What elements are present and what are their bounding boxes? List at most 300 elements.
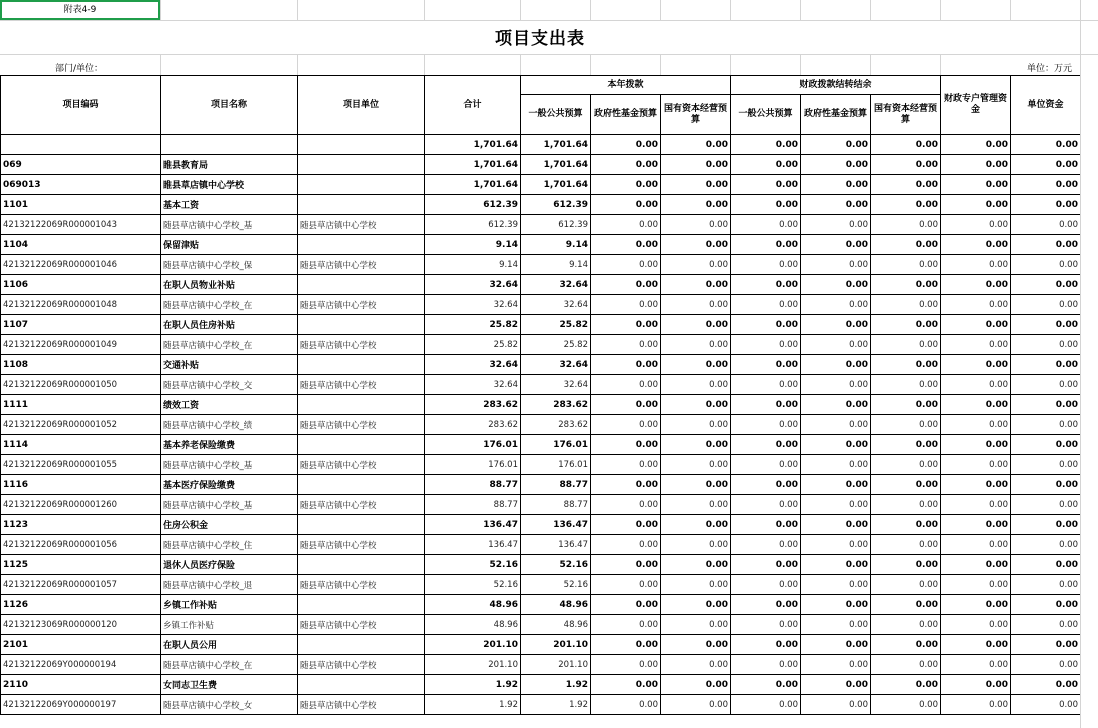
cell-code[interactable]: 42132122069Y000000194 xyxy=(1,655,161,675)
cell-amount[interactable]: 612.39 xyxy=(521,215,591,235)
cell-amount[interactable]: 0.00 xyxy=(731,695,801,715)
cell-amount[interactable]: 0.00 xyxy=(1011,495,1081,515)
cell-amount[interactable]: 0.00 xyxy=(801,375,871,395)
cell-amount[interactable]: 0.00 xyxy=(871,155,941,175)
cell-amount[interactable]: 0.00 xyxy=(941,435,1011,455)
cell-amount[interactable]: 0.00 xyxy=(591,695,661,715)
cell-name[interactable]: 随县草店镇中心学校_交 xyxy=(161,375,298,395)
cell-amount[interactable]: 0.00 xyxy=(871,375,941,395)
cell-amount[interactable]: 0.00 xyxy=(661,175,731,195)
cell-amount[interactable]: 176.01 xyxy=(521,435,591,455)
cell-name[interactable]: 退休人员医疗保险 xyxy=(161,555,298,575)
cell-amount[interactable]: 0.00 xyxy=(871,655,941,675)
cell-code[interactable]: 42132122069R000001046 xyxy=(1,255,161,275)
cell-amount[interactable]: 283.62 xyxy=(425,415,521,435)
cell-amount[interactable]: 1,701.64 xyxy=(521,135,591,155)
cell-name[interactable]: 在职人员住房补贴 xyxy=(161,315,298,335)
header-sub[interactable]: 国有资本经营预算 xyxy=(871,95,941,135)
cell-amount[interactable]: 0.00 xyxy=(1011,475,1081,495)
cell-amount[interactable]: 0.00 xyxy=(591,655,661,675)
cell-amount[interactable]: 201.10 xyxy=(425,635,521,655)
cell-amount[interactable]: 0.00 xyxy=(801,355,871,375)
cell-amount[interactable]: 32.64 xyxy=(521,355,591,375)
cell-amount[interactable]: 0.00 xyxy=(801,635,871,655)
cell-unit[interactable] xyxy=(298,475,425,495)
cell-name[interactable]: 在职人员物业补贴 xyxy=(161,275,298,295)
cell-amount[interactable]: 0.00 xyxy=(801,695,871,715)
cell-code[interactable]: 1107 xyxy=(1,315,161,335)
cell-amount[interactable]: 0.00 xyxy=(661,335,731,355)
cell-unit[interactable] xyxy=(298,175,425,195)
cell-amount[interactable]: 0.00 xyxy=(1011,155,1081,175)
cell-amount[interactable]: 0.00 xyxy=(661,235,731,255)
cell-amount[interactable]: 0.00 xyxy=(801,475,871,495)
cell-amount[interactable]: 0.00 xyxy=(661,635,731,655)
cell-amount[interactable]: 9.14 xyxy=(425,235,521,255)
cell-amount[interactable]: 0.00 xyxy=(591,355,661,375)
cell-amount[interactable]: 0.00 xyxy=(731,395,801,415)
cell-amount[interactable]: 0.00 xyxy=(801,235,871,255)
cell-amount[interactable]: 0.00 xyxy=(661,675,731,695)
header-name[interactable]: 项目名称 xyxy=(161,76,298,135)
cell-amount[interactable]: 136.47 xyxy=(425,535,521,555)
cell-amount[interactable]: 0.00 xyxy=(591,635,661,655)
cell-amount[interactable]: 0.00 xyxy=(591,475,661,495)
cell-amount[interactable]: 0.00 xyxy=(731,215,801,235)
cell-amount[interactable]: 25.82 xyxy=(521,315,591,335)
cell-amount[interactable]: 0.00 xyxy=(661,155,731,175)
cell-amount[interactable]: 0.00 xyxy=(801,495,871,515)
cell-amount[interactable]: 0.00 xyxy=(661,135,731,155)
cell-amount[interactable]: 52.16 xyxy=(425,555,521,575)
header-group-carry[interactable]: 财政拨款结转结余 xyxy=(731,76,941,95)
cell-amount[interactable]: 0.00 xyxy=(871,235,941,255)
cell-code[interactable]: 1108 xyxy=(1,355,161,375)
cell-amount[interactable]: 0.00 xyxy=(801,435,871,455)
cell-code[interactable]: 2101 xyxy=(1,635,161,655)
cell-amount[interactable]: 0.00 xyxy=(661,515,731,535)
cell-amount[interactable]: 0.00 xyxy=(941,555,1011,575)
cell-amount[interactable]: 0.00 xyxy=(661,295,731,315)
cell-amount[interactable]: 0.00 xyxy=(941,335,1011,355)
header-special[interactable]: 财政专户管理资金 xyxy=(941,76,1011,135)
cell-amount[interactable]: 52.16 xyxy=(521,555,591,575)
cell-amount[interactable]: 1.92 xyxy=(425,695,521,715)
cell-amount[interactable]: 0.00 xyxy=(941,655,1011,675)
cell-name[interactable]: 在职人员公用 xyxy=(161,635,298,655)
cell-amount[interactable]: 0.00 xyxy=(661,315,731,335)
cell-amount[interactable]: 0.00 xyxy=(591,175,661,195)
cell-amount[interactable]: 0.00 xyxy=(1011,595,1081,615)
cell-amount[interactable]: 0.00 xyxy=(661,695,731,715)
cell-amount[interactable]: 0.00 xyxy=(871,695,941,715)
cell-amount[interactable]: 0.00 xyxy=(1011,395,1081,415)
cell-amount[interactable]: 25.82 xyxy=(521,335,591,355)
cell-amount[interactable]: 9.14 xyxy=(521,235,591,255)
cell-amount[interactable]: 283.62 xyxy=(521,415,591,435)
cell-amount[interactable]: 0.00 xyxy=(731,535,801,555)
cell-name[interactable]: 保留津贴 xyxy=(161,235,298,255)
cell-amount[interactable]: 0.00 xyxy=(1011,255,1081,275)
cell-amount[interactable]: 0.00 xyxy=(1011,535,1081,555)
cell-amount[interactable]: 0.00 xyxy=(1011,275,1081,295)
cell-amount[interactable]: 0.00 xyxy=(871,135,941,155)
cell-amount[interactable]: 0.00 xyxy=(731,655,801,675)
cell-amount[interactable]: 0.00 xyxy=(801,155,871,175)
cell-amount[interactable]: 136.47 xyxy=(521,535,591,555)
cell-name[interactable]: 随县草店镇中心学校_在 xyxy=(161,655,298,675)
cell-amount[interactable]: 0.00 xyxy=(941,635,1011,655)
cell-amount[interactable]: 0.00 xyxy=(801,195,871,215)
cell-amount[interactable]: 88.77 xyxy=(521,495,591,515)
cell-unit[interactable]: 随县草店镇中心学校 xyxy=(298,695,425,715)
cell-amount[interactable]: 0.00 xyxy=(941,575,1011,595)
cell-amount[interactable]: 0.00 xyxy=(661,395,731,415)
cell-unit[interactable] xyxy=(298,235,425,255)
cell-unit[interactable]: 随县草店镇中心学校 xyxy=(298,535,425,555)
cell-amount[interactable]: 0.00 xyxy=(941,595,1011,615)
cell-amount[interactable]: 0.00 xyxy=(871,295,941,315)
cell-amount[interactable]: 88.77 xyxy=(425,475,521,495)
cell-name[interactable]: 随县草店镇中心学校_住 xyxy=(161,535,298,555)
cell-name[interactable]: 睢县草店镇中心学校 xyxy=(161,175,298,195)
cell-amount[interactable]: 0.00 xyxy=(871,535,941,555)
cell-unit[interactable]: 随县草店镇中心学校 xyxy=(298,495,425,515)
cell-code[interactable]: 42132122069Y000000197 xyxy=(1,695,161,715)
cell-amount[interactable]: 0.00 xyxy=(941,355,1011,375)
cell-amount[interactable]: 0.00 xyxy=(871,415,941,435)
cell-amount[interactable]: 0.00 xyxy=(801,415,871,435)
cell-amount[interactable]: 0.00 xyxy=(591,155,661,175)
cell-name[interactable]: 绩效工资 xyxy=(161,395,298,415)
cell-amount[interactable]: 0.00 xyxy=(731,415,801,435)
cell-code[interactable]: 42132122069R000001043 xyxy=(1,215,161,235)
cell-code[interactable]: 42132122069R000001050 xyxy=(1,375,161,395)
cell-amount[interactable]: 0.00 xyxy=(1011,295,1081,315)
cell-amount[interactable]: 0.00 xyxy=(871,635,941,655)
cell-amount[interactable]: 0.00 xyxy=(731,375,801,395)
cell-amount[interactable]: 0.00 xyxy=(591,255,661,275)
cell-amount[interactable]: 0.00 xyxy=(871,595,941,615)
cell-amount[interactable]: 0.00 xyxy=(871,335,941,355)
cell-amount[interactable]: 0.00 xyxy=(661,275,731,295)
cell-amount[interactable]: 0.00 xyxy=(591,415,661,435)
cell-name[interactable]: 基本养老保险缴费 xyxy=(161,435,298,455)
cell-unit[interactable] xyxy=(298,675,425,695)
cell-amount[interactable]: 0.00 xyxy=(591,375,661,395)
header-unit-funds[interactable]: 单位资金 xyxy=(1011,76,1081,135)
cell-amount[interactable]: 0.00 xyxy=(661,595,731,615)
cell-amount[interactable]: 0.00 xyxy=(941,395,1011,415)
cell-amount[interactable]: 0.00 xyxy=(871,495,941,515)
cell-amount[interactable]: 0.00 xyxy=(731,235,801,255)
cell-amount[interactable]: 0.00 xyxy=(941,695,1011,715)
cell-name[interactable] xyxy=(161,135,298,155)
cell-amount[interactable]: 0.00 xyxy=(801,395,871,415)
header-sub[interactable]: 政府性基金预算 xyxy=(801,95,871,135)
cell-amount[interactable]: 88.77 xyxy=(425,495,521,515)
cell-amount[interactable]: 0.00 xyxy=(1011,135,1081,155)
cell-amount[interactable]: 0.00 xyxy=(591,315,661,335)
cell-amount[interactable]: 0.00 xyxy=(731,615,801,635)
cell-amount[interactable]: 0.00 xyxy=(941,155,1011,175)
cell-code[interactable]: 42132122069R000001052 xyxy=(1,415,161,435)
cell-code[interactable]: 1104 xyxy=(1,235,161,255)
cell-amount[interactable]: 0.00 xyxy=(591,195,661,215)
cell-amount[interactable]: 0.00 xyxy=(591,515,661,535)
cell-amount[interactable]: 612.39 xyxy=(425,195,521,215)
cell-amount[interactable]: 0.00 xyxy=(591,455,661,475)
cell-amount[interactable]: 0.00 xyxy=(941,515,1011,535)
cell-amount[interactable]: 0.00 xyxy=(731,555,801,575)
cell-code[interactable]: 42132122069R000001048 xyxy=(1,295,161,315)
cell-unit[interactable] xyxy=(298,195,425,215)
cell-amount[interactable]: 0.00 xyxy=(871,215,941,235)
cell-amount[interactable]: 0.00 xyxy=(871,455,941,475)
cell-amount[interactable]: 0.00 xyxy=(591,135,661,155)
cell-amount[interactable]: 136.47 xyxy=(521,515,591,535)
cell-amount[interactable]: 0.00 xyxy=(731,495,801,515)
cell-amount[interactable]: 0.00 xyxy=(1011,575,1081,595)
cell-name[interactable]: 随县草店镇中心学校_基 xyxy=(161,495,298,515)
cell-name[interactable]: 交通补贴 xyxy=(161,355,298,375)
cell-code[interactable] xyxy=(1,135,161,155)
cell-amount[interactable]: 1,701.64 xyxy=(425,175,521,195)
cell-amount[interactable]: 0.00 xyxy=(1011,375,1081,395)
cell-amount[interactable]: 0.00 xyxy=(591,555,661,575)
cell-amount[interactable]: 48.96 xyxy=(425,615,521,635)
cell-amount[interactable]: 0.00 xyxy=(941,135,1011,155)
cell-amount[interactable]: 0.00 xyxy=(941,615,1011,635)
cell-amount[interactable]: 0.00 xyxy=(871,255,941,275)
cell-amount[interactable]: 0.00 xyxy=(1011,635,1081,655)
cell-code[interactable]: 1125 xyxy=(1,555,161,575)
header-group-current[interactable]: 本年拨款 xyxy=(521,76,731,95)
cell-amount[interactable]: 0.00 xyxy=(661,555,731,575)
cell-amount[interactable]: 9.14 xyxy=(425,255,521,275)
cell-amount[interactable]: 0.00 xyxy=(731,575,801,595)
cell-code[interactable]: 1114 xyxy=(1,435,161,455)
cell-name[interactable]: 乡镇工作补贴 xyxy=(161,595,298,615)
cell-amount[interactable]: 1,701.64 xyxy=(425,155,521,175)
cell-unit[interactable]: 随县草店镇中心学校 xyxy=(298,375,425,395)
cell-amount[interactable]: 0.00 xyxy=(661,215,731,235)
cell-unit[interactable] xyxy=(298,155,425,175)
cell-amount[interactable]: 0.00 xyxy=(1011,655,1081,675)
cell-amount[interactable]: 0.00 xyxy=(731,435,801,455)
cell-amount[interactable]: 0.00 xyxy=(731,675,801,695)
cell-amount[interactable]: 0.00 xyxy=(1011,695,1081,715)
cell-amount[interactable]: 0.00 xyxy=(731,635,801,655)
cell-amount[interactable]: 0.00 xyxy=(1011,555,1081,575)
cell-unit[interactable]: 随县草店镇中心学校 xyxy=(298,335,425,355)
cell-amount[interactable]: 201.10 xyxy=(521,655,591,675)
cell-name[interactable]: 随县草店镇中心学校_基 xyxy=(161,215,298,235)
cell-amount[interactable]: 612.39 xyxy=(425,215,521,235)
cell-unit[interactable]: 随县草店镇中心学校 xyxy=(298,255,425,275)
cell-amount[interactable]: 0.00 xyxy=(801,295,871,315)
cell-amount[interactable]: 0.00 xyxy=(871,515,941,535)
cell-amount[interactable]: 0.00 xyxy=(731,355,801,375)
cell-amount[interactable]: 32.64 xyxy=(425,375,521,395)
cell-code[interactable]: 42132122069R000001049 xyxy=(1,335,161,355)
cell-amount[interactable]: 0.00 xyxy=(801,575,871,595)
cell-unit[interactable] xyxy=(298,595,425,615)
cell-unit[interactable]: 随县草店镇中心学校 xyxy=(298,615,425,635)
cell-amount[interactable]: 0.00 xyxy=(591,295,661,315)
cell-amount[interactable]: 0.00 xyxy=(871,195,941,215)
cell-amount[interactable]: 0.00 xyxy=(1011,675,1081,695)
cell-amount[interactable]: 1,701.64 xyxy=(521,155,591,175)
cell-amount[interactable]: 0.00 xyxy=(591,335,661,355)
header-total[interactable]: 合计 xyxy=(425,76,521,135)
cell-amount[interactable]: 0.00 xyxy=(801,275,871,295)
header-unit[interactable]: 项目单位 xyxy=(298,76,425,135)
cell-amount[interactable]: 0.00 xyxy=(801,455,871,475)
cell-amount[interactable]: 0.00 xyxy=(731,595,801,615)
header-sub[interactable]: 一般公共预算 xyxy=(521,95,591,135)
cell-amount[interactable]: 0.00 xyxy=(661,575,731,595)
cell-name[interactable]: 随县草店镇中心学校_女 xyxy=(161,695,298,715)
cell-amount[interactable]: 9.14 xyxy=(521,255,591,275)
cell-amount[interactable]: 1.92 xyxy=(521,695,591,715)
cell-amount[interactable]: 0.00 xyxy=(591,675,661,695)
cell-amount[interactable]: 0.00 xyxy=(661,495,731,515)
cell-code[interactable]: 1111 xyxy=(1,395,161,415)
cell-amount[interactable]: 136.47 xyxy=(425,515,521,535)
cell-amount[interactable]: 0.00 xyxy=(871,395,941,415)
header-code[interactable]: 项目编码 xyxy=(1,76,161,135)
cell-amount[interactable]: 0.00 xyxy=(661,415,731,435)
cell-name[interactable]: 女同志卫生费 xyxy=(161,675,298,695)
cell-amount[interactable]: 283.62 xyxy=(521,395,591,415)
cell-amount[interactable]: 0.00 xyxy=(591,615,661,635)
cell-name[interactable]: 基本医疗保险缴费 xyxy=(161,475,298,495)
cell-unit[interactable] xyxy=(298,435,425,455)
cell-amount[interactable]: 0.00 xyxy=(1011,215,1081,235)
cell-code[interactable]: 42132122069R000001056 xyxy=(1,535,161,555)
cell-amount[interactable]: 0.00 xyxy=(661,655,731,675)
cell-amount[interactable]: 0.00 xyxy=(871,175,941,195)
cell-amount[interactable]: 0.00 xyxy=(591,235,661,255)
cell-unit[interactable] xyxy=(298,395,425,415)
cell-amount[interactable]: 0.00 xyxy=(591,395,661,415)
cell-amount[interactable]: 0.00 xyxy=(591,495,661,515)
cell-unit[interactable] xyxy=(298,275,425,295)
cell-amount[interactable]: 0.00 xyxy=(1011,615,1081,635)
cell-amount[interactable]: 0.00 xyxy=(941,415,1011,435)
cell-unit[interactable]: 随县草店镇中心学校 xyxy=(298,415,425,435)
cell-amount[interactable]: 25.82 xyxy=(425,335,521,355)
cell-amount[interactable]: 0.00 xyxy=(801,135,871,155)
cell-amount[interactable]: 0.00 xyxy=(1011,315,1081,335)
header-sub[interactable]: 政府性基金预算 xyxy=(591,95,661,135)
cell-amount[interactable]: 0.00 xyxy=(941,455,1011,475)
cell-unit[interactable]: 随县草店镇中心学校 xyxy=(298,575,425,595)
cell-amount[interactable]: 52.16 xyxy=(425,575,521,595)
cell-amount[interactable]: 0.00 xyxy=(1011,455,1081,475)
cell-name[interactable]: 乡镇工作补贴 xyxy=(161,615,298,635)
cell-amount[interactable]: 0.00 xyxy=(871,555,941,575)
cell-amount[interactable]: 0.00 xyxy=(941,255,1011,275)
cell-amount[interactable]: 0.00 xyxy=(941,175,1011,195)
cell-code[interactable]: 42132122069R000001057 xyxy=(1,575,161,595)
cell-amount[interactable]: 48.96 xyxy=(425,595,521,615)
cell-unit[interactable] xyxy=(298,635,425,655)
cell-amount[interactable]: 0.00 xyxy=(871,315,941,335)
cell-amount[interactable]: 0.00 xyxy=(941,475,1011,495)
cell-amount[interactable]: 0.00 xyxy=(731,175,801,195)
cell-code[interactable]: 1101 xyxy=(1,195,161,215)
cell-amount[interactable]: 0.00 xyxy=(941,275,1011,295)
cell-amount[interactable]: 0.00 xyxy=(731,475,801,495)
cell-amount[interactable]: 32.64 xyxy=(425,275,521,295)
cell-amount[interactable]: 0.00 xyxy=(731,315,801,335)
cell-amount[interactable]: 0.00 xyxy=(731,155,801,175)
cell-amount[interactable]: 0.00 xyxy=(941,315,1011,335)
cell-amount[interactable]: 0.00 xyxy=(731,515,801,535)
cell-amount[interactable]: 0.00 xyxy=(1011,175,1081,195)
cell-amount[interactable]: 0.00 xyxy=(941,675,1011,695)
cell-code[interactable]: 42132123069R000000120 xyxy=(1,615,161,635)
cell-amount[interactable]: 0.00 xyxy=(661,455,731,475)
cell-amount[interactable]: 176.01 xyxy=(521,455,591,475)
cell-unit[interactable] xyxy=(298,355,425,375)
cell-code[interactable]: 2110 xyxy=(1,675,161,695)
cell-name[interactable]: 随县草店镇中心学校_退 xyxy=(161,575,298,595)
cell-amount[interactable]: 0.00 xyxy=(941,215,1011,235)
cell-amount[interactable]: 32.64 xyxy=(521,375,591,395)
cell-name[interactable]: 随县草店镇中心学校_绩 xyxy=(161,415,298,435)
header-sub[interactable]: 一般公共预算 xyxy=(731,95,801,135)
cell-unit[interactable]: 随县草店镇中心学校 xyxy=(298,455,425,475)
cell-name[interactable]: 睢县教育局 xyxy=(161,155,298,175)
cell-amount[interactable]: 0.00 xyxy=(801,655,871,675)
cell-amount[interactable]: 176.01 xyxy=(425,455,521,475)
cell-amount[interactable]: 0.00 xyxy=(801,335,871,355)
cell-amount[interactable]: 0.00 xyxy=(661,535,731,555)
cell-amount[interactable]: 48.96 xyxy=(521,615,591,635)
cell-code[interactable]: 069 xyxy=(1,155,161,175)
cell-code[interactable]: 1123 xyxy=(1,515,161,535)
cell-name[interactable]: 随县草店镇中心学校_基 xyxy=(161,455,298,475)
cell-amount[interactable]: 0.00 xyxy=(661,375,731,395)
cell-name[interactable]: 随县草店镇中心学校_在 xyxy=(161,335,298,355)
cell-amount[interactable]: 0.00 xyxy=(731,295,801,315)
cell-code[interactable]: 069013 xyxy=(1,175,161,195)
cell-amount[interactable]: 0.00 xyxy=(801,175,871,195)
cell-amount[interactable]: 0.00 xyxy=(871,275,941,295)
cell-amount[interactable]: 0.00 xyxy=(941,495,1011,515)
cell-amount[interactable]: 201.10 xyxy=(425,655,521,675)
cell-amount[interactable]: 0.00 xyxy=(1011,435,1081,455)
cell-amount[interactable]: 0.00 xyxy=(871,615,941,635)
cell-amount[interactable]: 0.00 xyxy=(731,335,801,355)
cell-amount[interactable]: 201.10 xyxy=(521,635,591,655)
cell-amount[interactable]: 0.00 xyxy=(731,275,801,295)
cell-amount[interactable]: 0.00 xyxy=(591,215,661,235)
cell-amount[interactable]: 0.00 xyxy=(1011,415,1081,435)
cell-amount[interactable]: 32.64 xyxy=(425,355,521,375)
cell-amount[interactable]: 0.00 xyxy=(1011,515,1081,535)
cell-amount[interactable]: 25.82 xyxy=(425,315,521,335)
cell-code[interactable]: 1116 xyxy=(1,475,161,495)
cell-amount[interactable]: 283.62 xyxy=(425,395,521,415)
cell-amount[interactable]: 1,701.64 xyxy=(521,175,591,195)
cell-amount[interactable]: 88.77 xyxy=(521,475,591,495)
cell-amount[interactable]: 0.00 xyxy=(941,375,1011,395)
cell-amount[interactable]: 0.00 xyxy=(801,595,871,615)
